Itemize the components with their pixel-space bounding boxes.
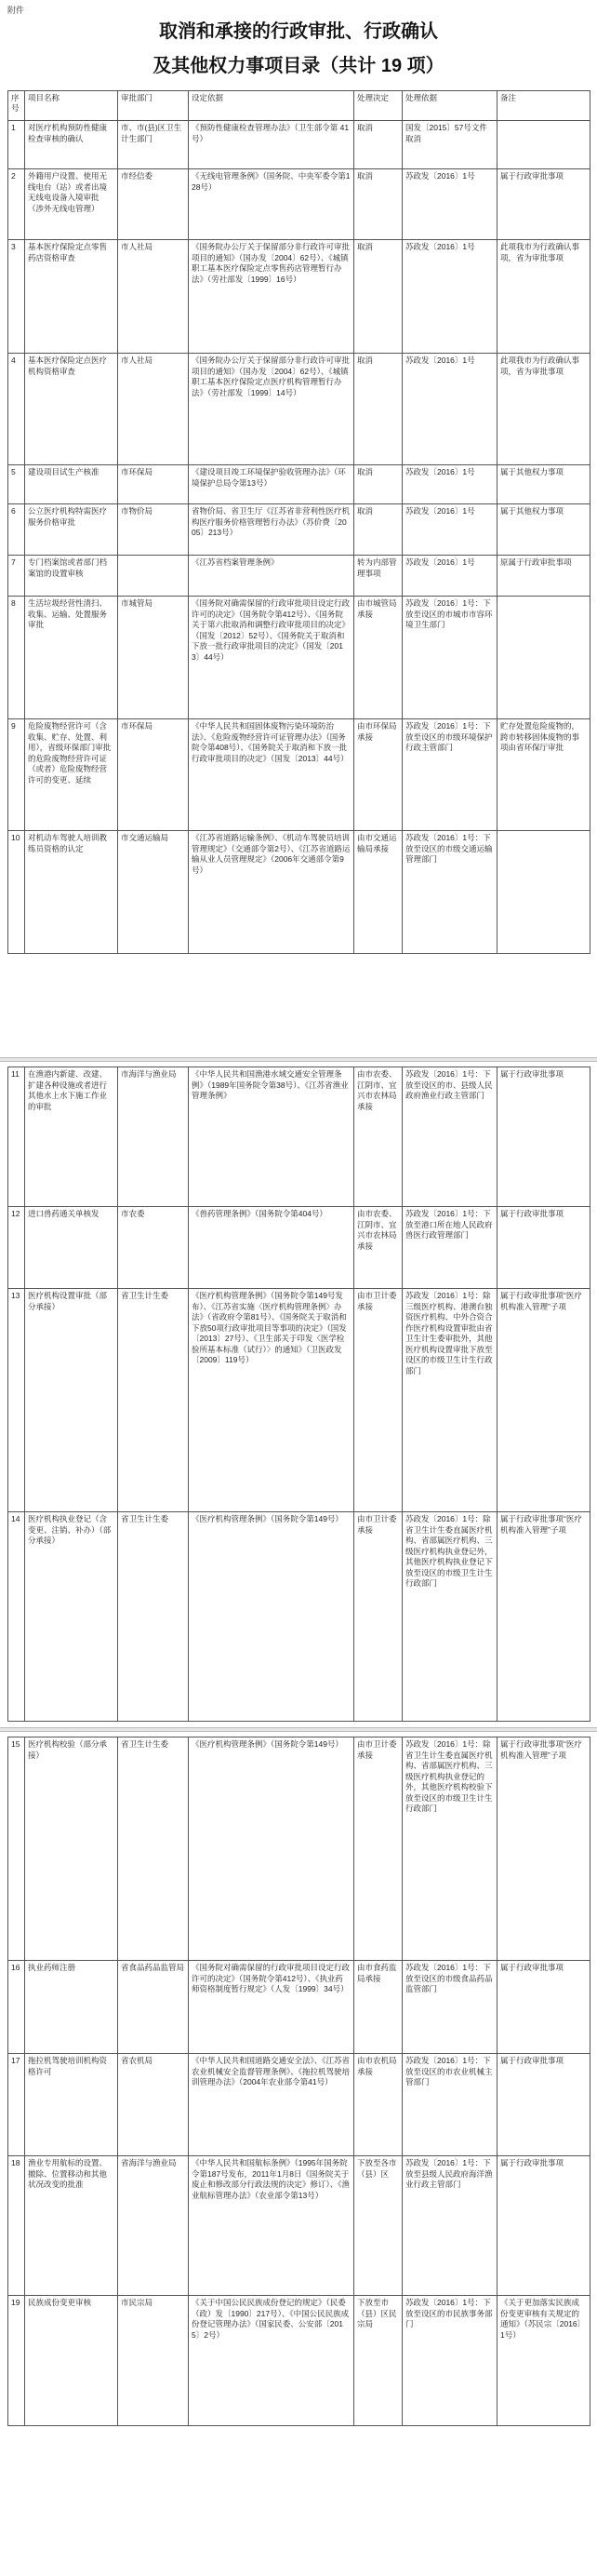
cell-note: 属于行政审批事项: [498, 1207, 590, 1289]
cell-decision-basis: 苏政发〔2016〕1号: [403, 240, 498, 354]
table-row: [8, 169, 590, 240]
cell-decision: 取消: [354, 240, 403, 354]
cell-dept: 市物价局: [118, 504, 189, 556]
cell-decision: 下放至各市（县）区: [354, 2156, 403, 2296]
cell-decision: 下放至市（县）区民宗局: [354, 2296, 403, 2426]
cell-note: 属于行政审批事项: [498, 2054, 590, 2156]
annex-label: 附件: [7, 6, 25, 15]
table-row: [8, 1067, 590, 1207]
table-row: [8, 2296, 590, 2426]
cell-decision: 转为内部管理事项: [354, 556, 403, 597]
cell-dept: 市人社局: [118, 240, 189, 354]
cell-decision: 取消: [354, 504, 403, 556]
table-row: [8, 719, 590, 831]
cell-decision: 取消: [354, 354, 403, 465]
cell-name: 医疗机构设置审批（部分承接）: [25, 1289, 118, 1512]
cell-note: 属于行政审批事项: [498, 1961, 590, 2054]
header-no: 序号: [8, 91, 25, 121]
cell-name: 危险废物经营许可（含收集、贮存、处置、利用），省级环保部门审批的危险废物经营许可证（或者）危险废物经营许可的变更、延续: [25, 719, 118, 831]
cell-decision: 取消: [354, 465, 403, 504]
cell-basis: 《关于中国公民民族成份登记的规定》（民委（政）发〔1990〕217号）、《中国公民民族成份登记管理办法》（国家民委、公安部〔2015〕2号）: [189, 2296, 354, 2426]
cell-decision: 由市农委、江阴市、宜兴市农林局承接: [354, 1207, 403, 1289]
cell-decision: 由市卫计委承接: [354, 1737, 403, 1961]
header-decision: 处理决定: [354, 91, 403, 121]
cell-note: 属于行政审批事项: [498, 1067, 590, 1207]
cell-note: 属于行政审批事项“医疗机构准入管理”子项: [498, 1289, 590, 1512]
cell-no: 19: [8, 2296, 25, 2426]
cell-no: 18: [8, 2156, 25, 2296]
cell-name: 对机动车驾驶人培训教练员资格的认定: [25, 831, 118, 954]
cell-no: 3: [8, 240, 25, 354]
table-row: [8, 354, 590, 465]
cell-basis: 《江苏省道路运输条例》、《机动车驾驶员培训管理规定》（交通部令第2号）、《江苏省道路运输从业人员管理规定》（2006年交通部令第9号）: [189, 831, 354, 954]
cell-no: 12: [8, 1207, 25, 1289]
cell-basis: 《医疗机构管理条例》（国务院令第149号）: [189, 1512, 354, 1722]
cell-name: 拖拉机驾驶培训机构资格许可: [25, 2054, 118, 2156]
cell-basis: 《国务院对确需保留的行政审批项目设定行政许可的决定》（国务院令第412号）、《国务院关于第六批取消和调整行政审批项目的决定》（国发〔2012〕52号）、《国务院关于取消和下放一批行政审批项目的决定》（国发〔2013〕44号）: [189, 597, 354, 719]
cell-note: 属于行政审批事项“医疗机构准入管理”子项: [498, 1737, 590, 1961]
cell-note: [498, 597, 590, 719]
cell-basis: 《江苏省档案管理条例》: [189, 556, 354, 597]
cell-basis: 《中华人民共和国航标条例》（1995年国务院令第187号发布，2011年1月8日《国务院关于废止和修改部分行政法规的决定》修订）、《渔业航标管理办法》（农业部令第13号）: [189, 2156, 354, 2296]
cell-decision: 由市城管局承接: [354, 597, 403, 719]
cell-dept: 省海洋与渔业局: [118, 2156, 189, 2296]
cell-no: 15: [8, 1737, 25, 1961]
cell-no: 8: [8, 597, 25, 719]
cell-name: 民族成份变更审核: [25, 2296, 118, 2426]
cell-name: 渔业专用航标的设置、撤除、位置移动和其他状况改变的批准: [25, 2156, 118, 2296]
cell-dept: 市民宗局: [118, 2296, 189, 2426]
cell-decision: 由市农委、江阴市、宜兴市农林局承接: [354, 1067, 403, 1207]
cell-decision-basis: 苏政发〔2016〕1号：下放至设区的市级食品药品监管部门: [403, 1961, 498, 2054]
cell-dept: 市环保局: [118, 719, 189, 831]
cell-note: [498, 121, 590, 169]
cell-name: 基本医疗保险定点零售药店资格审查: [25, 240, 118, 354]
cell-decision-basis: 国发〔2015〕57号文件取消: [403, 121, 498, 169]
cell-dept: 市交通运输局: [118, 831, 189, 954]
table-row: [8, 831, 590, 954]
cell-dept: 市海洋与渔业局: [118, 1067, 189, 1207]
cell-basis: 《医疗机构管理条例》（国务院令第149号）: [189, 1737, 354, 1961]
cell-decision-basis: 苏政发〔2016〕1号: [403, 169, 498, 240]
cell-note: 原属于行政审批事项: [498, 556, 590, 597]
cell-no: 4: [8, 354, 25, 465]
cell-dept: [118, 556, 189, 597]
cell-dept: 市人社局: [118, 354, 189, 465]
table-row: [8, 465, 590, 504]
page-title-line1: 取消和承接的行政审批、行政确认: [159, 21, 438, 42]
cell-dept: 省卫生计生委: [118, 1512, 189, 1722]
cell-decision-basis: 苏政发〔2016〕1号：除省卫生计生委直属医疗机构、省部属医疗机构、三级医疗机构执业登记外，其他医疗机构执业登记下放至设区的市级卫生计生行政部门: [403, 1512, 498, 1722]
cell-note: 此项我市为行政确认事项，省为审批事项: [498, 354, 590, 465]
cell-decision: 由市环保局承接: [354, 719, 403, 831]
items-table-part-1: [7, 90, 590, 954]
cell-note: 属于行政审批事项: [498, 169, 590, 240]
cell-basis: 《兽药管理条例》（国务院令第404号）: [189, 1207, 354, 1289]
cell-dept: 省农机局: [118, 2054, 189, 2156]
cell-decision-basis: 苏政发〔2016〕1号: [403, 354, 498, 465]
table-row: [8, 240, 590, 354]
cell-decision-basis: 苏政发〔2016〕1号：下放至县级人民政府海洋渔业行政主管部门: [403, 2156, 498, 2296]
cell-note: [498, 831, 590, 954]
cell-decision-basis: 苏政发〔2016〕1号：下放至港口所在地人民政府兽医行政管理部门: [403, 1207, 498, 1289]
table-row: [8, 1961, 590, 2054]
cell-no: 2: [8, 169, 25, 240]
page-title-line2: 及其他权力事项目录（共计 19 项）: [153, 56, 444, 76]
cell-basis: 省物价局、省卫生厅《江苏省非营利性医疗机构医疗服务价格管理暂行办法》（苏价费〔2005〕213号）: [189, 504, 354, 556]
cell-basis: 《医疗机构管理条例》（国务院令第149号发布）、《江苏省实施〈医疗机构管理条例〉办法》（省政府令第81号）、《国务院关于取消和下放50项行政审批项目等事项的决定》（国发〔2013〕27号）、《卫生部关于印发〈医学检验所基本标准（试行）〉的通知》（卫医政发〔2009〕119号）: [189, 1289, 354, 1512]
cell-dept: 市城管局: [118, 597, 189, 719]
cell-basis: 《建设项目竣工环境保护验收管理办法》（环境保护总局令第13号）: [189, 465, 354, 504]
cell-no: 5: [8, 465, 25, 504]
cell-dept: 省食品药品监管局: [118, 1961, 189, 2054]
table-row: [8, 1512, 590, 1722]
cell-decision: 由市交通运输局承接: [354, 831, 403, 954]
cell-dept: 市农委: [118, 1207, 189, 1289]
cell-dept: 市、市(县)区卫生计生部门: [118, 121, 189, 169]
cell-basis: 《无线电管理条例》（国务院、中央军委令第128号）: [189, 169, 354, 240]
cell-name: 对医疗机构预防性健康检查审核的确认: [25, 121, 118, 169]
cell-dept: 省卫生计生委: [118, 1737, 189, 1961]
cell-name: 在渔港内新建、改建、扩建各种设施或者进行其他水上水下施工作业的审批: [25, 1067, 118, 1207]
cell-no: 13: [8, 1289, 25, 1512]
items-table-part-3: [7, 1737, 590, 2426]
header-decision-basis: 处理依据: [403, 91, 498, 121]
cell-dept: 市环保局: [118, 465, 189, 504]
cell-note: 此项我市为行政确认事项，省为审批事项: [498, 240, 590, 354]
table-row: [8, 556, 590, 597]
header-note: 备注: [498, 91, 590, 121]
cell-name: 医疗机构校验（部分承接）: [25, 1737, 118, 1961]
cell-decision-basis: 苏政发〔2016〕1号: [403, 504, 498, 556]
cell-basis: 《中华人民共和国渔港水域交通安全管理条例》（1989年国务院令第38号）、《江苏省渔业管理条例》: [189, 1067, 354, 1207]
cell-no: 16: [8, 1961, 25, 2054]
cell-name: 基本医疗保险定点医疗机构资格审查: [25, 354, 118, 465]
cell-decision-basis: 苏政发〔2016〕1号: [403, 465, 498, 504]
header-basis: 设定依据: [189, 91, 354, 121]
cell-no: 7: [8, 556, 25, 597]
header-dept: 审批部门: [118, 91, 189, 121]
page-break: [0, 1057, 597, 1062]
cell-decision: 取消: [354, 121, 403, 169]
cell-decision-basis: 苏政发〔2016〕1号：下放至设区的市民族事务部门: [403, 2296, 498, 2426]
cell-basis: 《中华人民共和国固体废物污染环境防治法》、《危险废物经营许可证管理办法》（国务院令第408号）、《国务院关于取消和下放一批行政审批项目的决定》（国发〔2013〕44号）: [189, 719, 354, 831]
cell-basis: 《中华人民共和国道路交通安全法》、《江苏省农业机械安全监督管理条例》、《拖拉机驾驶培训管理办法》（2004年农业部令第41号）: [189, 2054, 354, 2156]
cell-basis: 《预防性健康检查管理办法》（卫生部令第 41 号）: [189, 121, 354, 169]
cell-name: 生活垃圾经营性清扫、收集、运输、处置服务审批: [25, 597, 118, 719]
table-row: [8, 2054, 590, 2156]
cell-decision: 由市农机局承接: [354, 2054, 403, 2156]
table-header-row: [8, 91, 590, 121]
cell-dept: 市经信委: [118, 169, 189, 240]
cell-decision-basis: 苏政发〔2016〕1号：下放至设区的市农业机械主管部门: [403, 2054, 498, 2156]
cell-note: 属于行政审批事项“医疗机构准入管理”子项: [498, 1512, 590, 1722]
cell-basis: 《国务院办公厅关于保留部分非行政许可审批项目的通知》（国办发〔2004〕62号）、《城镇职工基本医疗保险定点医疗机构管理暂行办法》（劳社部发〔1999〕14号）: [189, 354, 354, 465]
cell-decision: 由市卫计委承接: [354, 1512, 403, 1722]
cell-no: 6: [8, 504, 25, 556]
cell-note: 《关于更加落实民族成份变更审核有关规定的通知》（苏民宗〔2016〕1号）: [498, 2296, 590, 2426]
items-table-part-2: [7, 1067, 590, 1722]
table-row: [8, 121, 590, 169]
cell-basis: 《国务院对确需保留的行政审批项目设定行政许可的决定》（国务院令第412号）、《执业药师资格制度暂行规定》（人发〔1999〕34号）: [189, 1961, 354, 2054]
page-break: [0, 1727, 597, 1732]
cell-decision-basis: 苏政发〔2016〕1号：除省卫生计生委直属医疗机构、省部属医疗机构、三级医疗机构执业登记的外，其他医疗机构校验下放至设区的市级卫生计生行政部门: [403, 1737, 498, 1961]
cell-decision-basis: 苏政发〔2016〕1号：下放至设区的市级交通运输管理部门: [403, 831, 498, 954]
cell-decision-basis: 苏政发〔2016〕1号：下放至设区的市、县级人民政府渔业行政主管部门: [403, 1067, 498, 1207]
cell-name: 专门档案馆或者部门档案馆的设置审核: [25, 556, 118, 597]
cell-note: 贮存处置危险废物的，跨市转移固体废物的事项由省环保厅审批: [498, 719, 590, 831]
cell-no: 1: [8, 121, 25, 169]
cell-no: 11: [8, 1067, 25, 1207]
cell-decision: 由市卫计委承接: [354, 1289, 403, 1512]
cell-name: 执业药师注册: [25, 1961, 118, 2054]
cell-note: 属于其他权力事项: [498, 465, 590, 504]
table-row: [8, 1289, 590, 1512]
cell-name: 公立医疗机构特需医疗服务价格审批: [25, 504, 118, 556]
cell-dept: 省卫生计生委: [118, 1289, 189, 1512]
cell-no: 9: [8, 719, 25, 831]
header-name: 项目名称: [25, 91, 118, 121]
table-row: [8, 504, 590, 556]
cell-decision-basis: 苏政发〔2016〕1号: [403, 556, 498, 597]
table-row: [8, 597, 590, 719]
cell-no: 10: [8, 831, 25, 954]
cell-note: 属于行政审批事项: [498, 2156, 590, 2296]
table-row: [8, 1207, 590, 1289]
cell-decision-basis: 苏政发〔2016〕1号：下放至设区的市级环境保护行政主管部门: [403, 719, 498, 831]
cell-name: 进口兽药通关单核发: [25, 1207, 118, 1289]
cell-name: 外籍用户设置、使用无线电台（站）或者出境无线电设备入境审批（涉外无线电管理）: [25, 169, 118, 240]
cell-name: 医疗机构执业登记（含变更、注销、补办）（部分承接）: [25, 1512, 118, 1722]
cell-note: 属于其他权力事项: [498, 504, 590, 556]
cell-no: 17: [8, 2054, 25, 2156]
cell-basis: 《国务院办公厅关于保留部分非行政许可审批项目的通知》（国办发〔2004〕62号）、《城镇职工基本医疗保险定点零售药店管理暂行办法》（劳社部发〔1999〕16号）: [189, 240, 354, 354]
cell-decision: 取消: [354, 169, 403, 240]
cell-name: 建设项目试生产核准: [25, 465, 118, 504]
table-row: [8, 2156, 590, 2296]
cell-decision-basis: 苏政发〔2016〕1号：除三级医疗机构、港澳台独资医疗机构、中外合资合作医疗机构设置审批由省卫生计生委审批外，其他医疗机构设置审批下放至设区的市级卫生计生行政部门: [403, 1289, 498, 1512]
table-row: [8, 1737, 590, 1961]
cell-decision-basis: 苏政发〔2016〕1号：下放至设区的市城市市容环境卫生部门: [403, 597, 498, 719]
cell-no: 14: [8, 1512, 25, 1722]
cell-decision: 由市食药监局承接: [354, 1961, 403, 2054]
